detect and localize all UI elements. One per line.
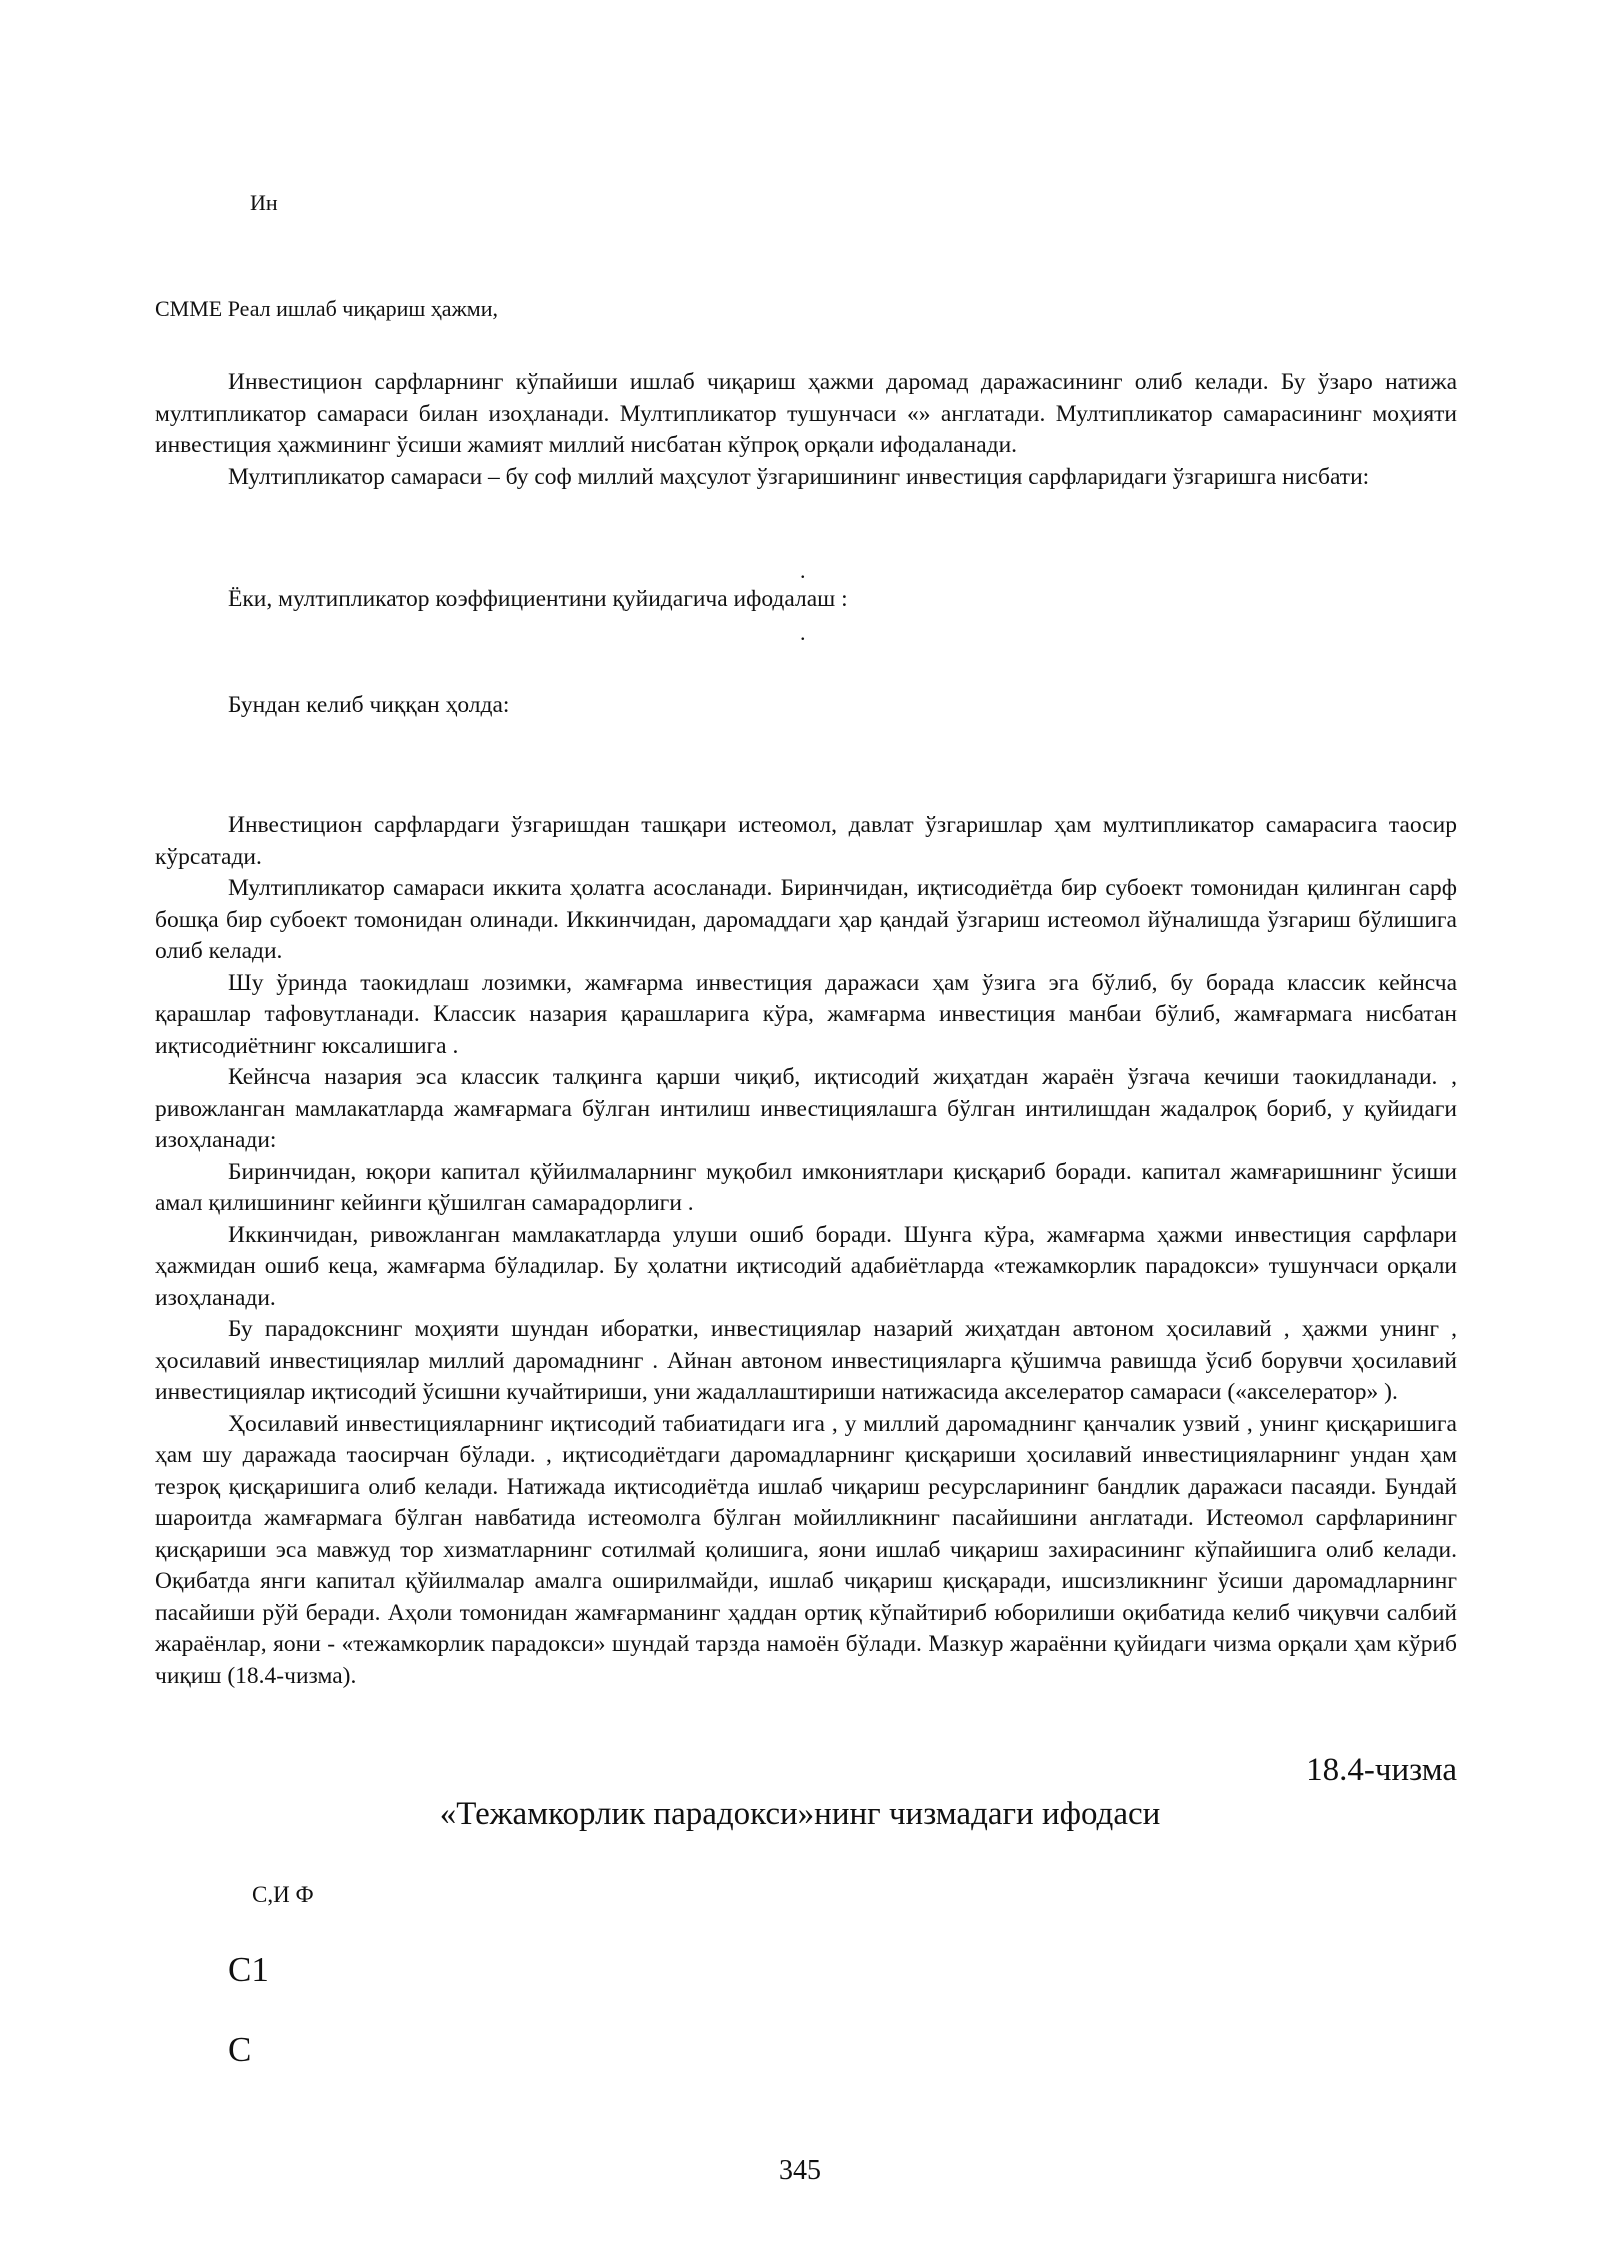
line-eki: Ёки, мултипликатор коэффициентини қуйидагича ифодалаш : <box>228 586 848 612</box>
top-label: Ин <box>250 190 278 215</box>
paragraph: Кейнсча назария эса классик талқинга қарши чиқиб, иқтисодий жиҳатдан жараён ўзгача кечиши таокидланади. , ривожланган мамлакатларда жамғармага бўлган интилиш инвестициялашга бўлган интилишдан жадалроқ бориб, у қуйидаги изоҳланади: <box>155 1064 1457 1153</box>
text-block-1 <box>155 367 1457 493</box>
paragraph: Иккинчидан, ривожланган мамлакатларда улуши ошиб боради. Шунга кўра, жамғарма ҳажми инвестиция сарфлари ҳажмидан ошиб кеца, жамғарма бўладилар. Бу ҳолатни иқтисодий адабиётларда «тежамкорлик парадокси» тушунчаси орқали изоҳланади. <box>155 1221 1457 1311</box>
paragraph: Ҳосилавий инвестицияларнинг иқтисодий табиатидаги ига , у миллий даромаднинг қанчалик узвий , унинг қисқаришига ҳам шу даражада таосирчан бўлади. , иқтисодиётдаги даромадларнинг қисқариши ҳосилавий инвестицияларнинг ундан ҳам тезроқ қисқаришига олиб келади. Натижада иқтисодиётда ишлаб чиқариш ресурсларининг бандлик даражаси пасаяди. Бундай шароитда жамғармага бўлган навбатида истеомолга бўлган мойилликнинг пасайишини англатади. Истеомол сарфларининг қисқариши эса мавжуд тор хизматларнинг сотилмай қолишига, яони ишлаб чиқариш захирасининг кўпайишига олиб келади. Оқибатда янги капитал қўйилмалар амалга оширилмайди, ишлаб чиқариш қисқаради, ишсизликнинг ўсиши даромадларнинг пасайиши рўй беради. Аҳоли томонидан жамғарманинг ҳаддан ортиқ кўпайтириб юборилиши оқибатида келиб чиқувчи салбий жараёнлар, яони - «тежамкорлик парадокси» шундай тарзда намоён бўлади. Мазкур жараённи қуйидаги чизма орқали ҳам кўриб чиқиш (18.4-чизма). <box>155 1410 1457 1689</box>
figure-axis-label: С,И Ф <box>252 1882 314 1907</box>
paragraph: Шу ўринда таокидлаш лозимки, жамғарма инвестиция даражаси ҳам ўзига эга бўлиб, бу борада классик кейнсча қарашлар тафовутланади. Классик назария қарашларига кўра, жамғарма инвестиция манбаи бўлиб, жамғармага нисбатан иқтисодиётнинг юксалишига . <box>155 969 1457 1059</box>
figure-label-c: С <box>228 2030 252 2069</box>
paragraph: Инвестицион сарфларнинг кўпайиши ишлаб чиқариш ҳажми даромад даражасининг олиб келади. Бу ўзаро натижа мултипликатор самараси билан изоҳланади. Мултипликатор тушунчаси «» англатади. Мултипликатор самарасининг моҳияти инвестиция ҳажмининг ўсиши жамият миллий нисбатан кўпроқ орқали ифодаланади. <box>155 369 1457 458</box>
header-line: СММЕ Реал ишлаб чиқариш ҳажми, <box>155 296 498 321</box>
text-block-2 <box>155 810 1457 1692</box>
page-number: 345 <box>779 2155 821 2186</box>
figure-title: «Тежамкорлик парадокси»нинг чизмадаги ифодаси <box>439 1796 1161 1832</box>
line-bundan: Бундан келиб чиққан ҳолда: <box>228 692 510 718</box>
formula-placeholder-dot: . <box>800 620 806 645</box>
figure-number: 18.4-чизма <box>1306 1752 1457 1788</box>
paragraph: Мултипликатор самараси иккита ҳолатга асосланади. Биринчидан, иқтисодиётда бир субоект томонидан қилинган сарф бошқа бир субоект томонидан олинади. Иккинчидан, даромаддаги ҳар қандай ўзгариш истеомол йўналишда ўзгариш бўлишига олиб келади. <box>155 875 1457 964</box>
paragraph: Биринчидан, юқори капитал қўйилмаларнинг муқобил имкониятлари қисқариб боради. капитал жамғаришнинг ўсиши амал қилишининг кейинги қўшилган самарадорлиги . <box>155 1158 1457 1216</box>
paragraph: Бу парадокснинг моҳияти шундан иборатки, инвестициялар назарий жиҳатдан автоном ҳосилавий , ҳажми унинг , ҳосилавий инвестициялар миллий даромаднинг . Айнан автоном инвестицияларга қўшимча равишда ўсиб борувчи ҳосилавий инвестициялар иқтисодий ўсишни кучайтириши, уни жадаллаштириши натижасида акселератор самараси («акселератор» ). <box>155 1316 1457 1405</box>
paragraph: Инвестицион сарфлардаги ўзгаришдан ташқари истеомол, давлат ўзгаришлар ҳам мултипликатор самарасига таосир кўрсатади. <box>155 812 1457 870</box>
figure-label-c1: С1 <box>228 1950 269 1989</box>
paragraph: Мултипликатор самараси – бу соф миллий маҳсулот ўзгаришининг инвестиция сарфларидаги ўзгаришга нисбати: <box>228 463 1370 490</box>
formula-placeholder-dot: . <box>800 558 806 583</box>
